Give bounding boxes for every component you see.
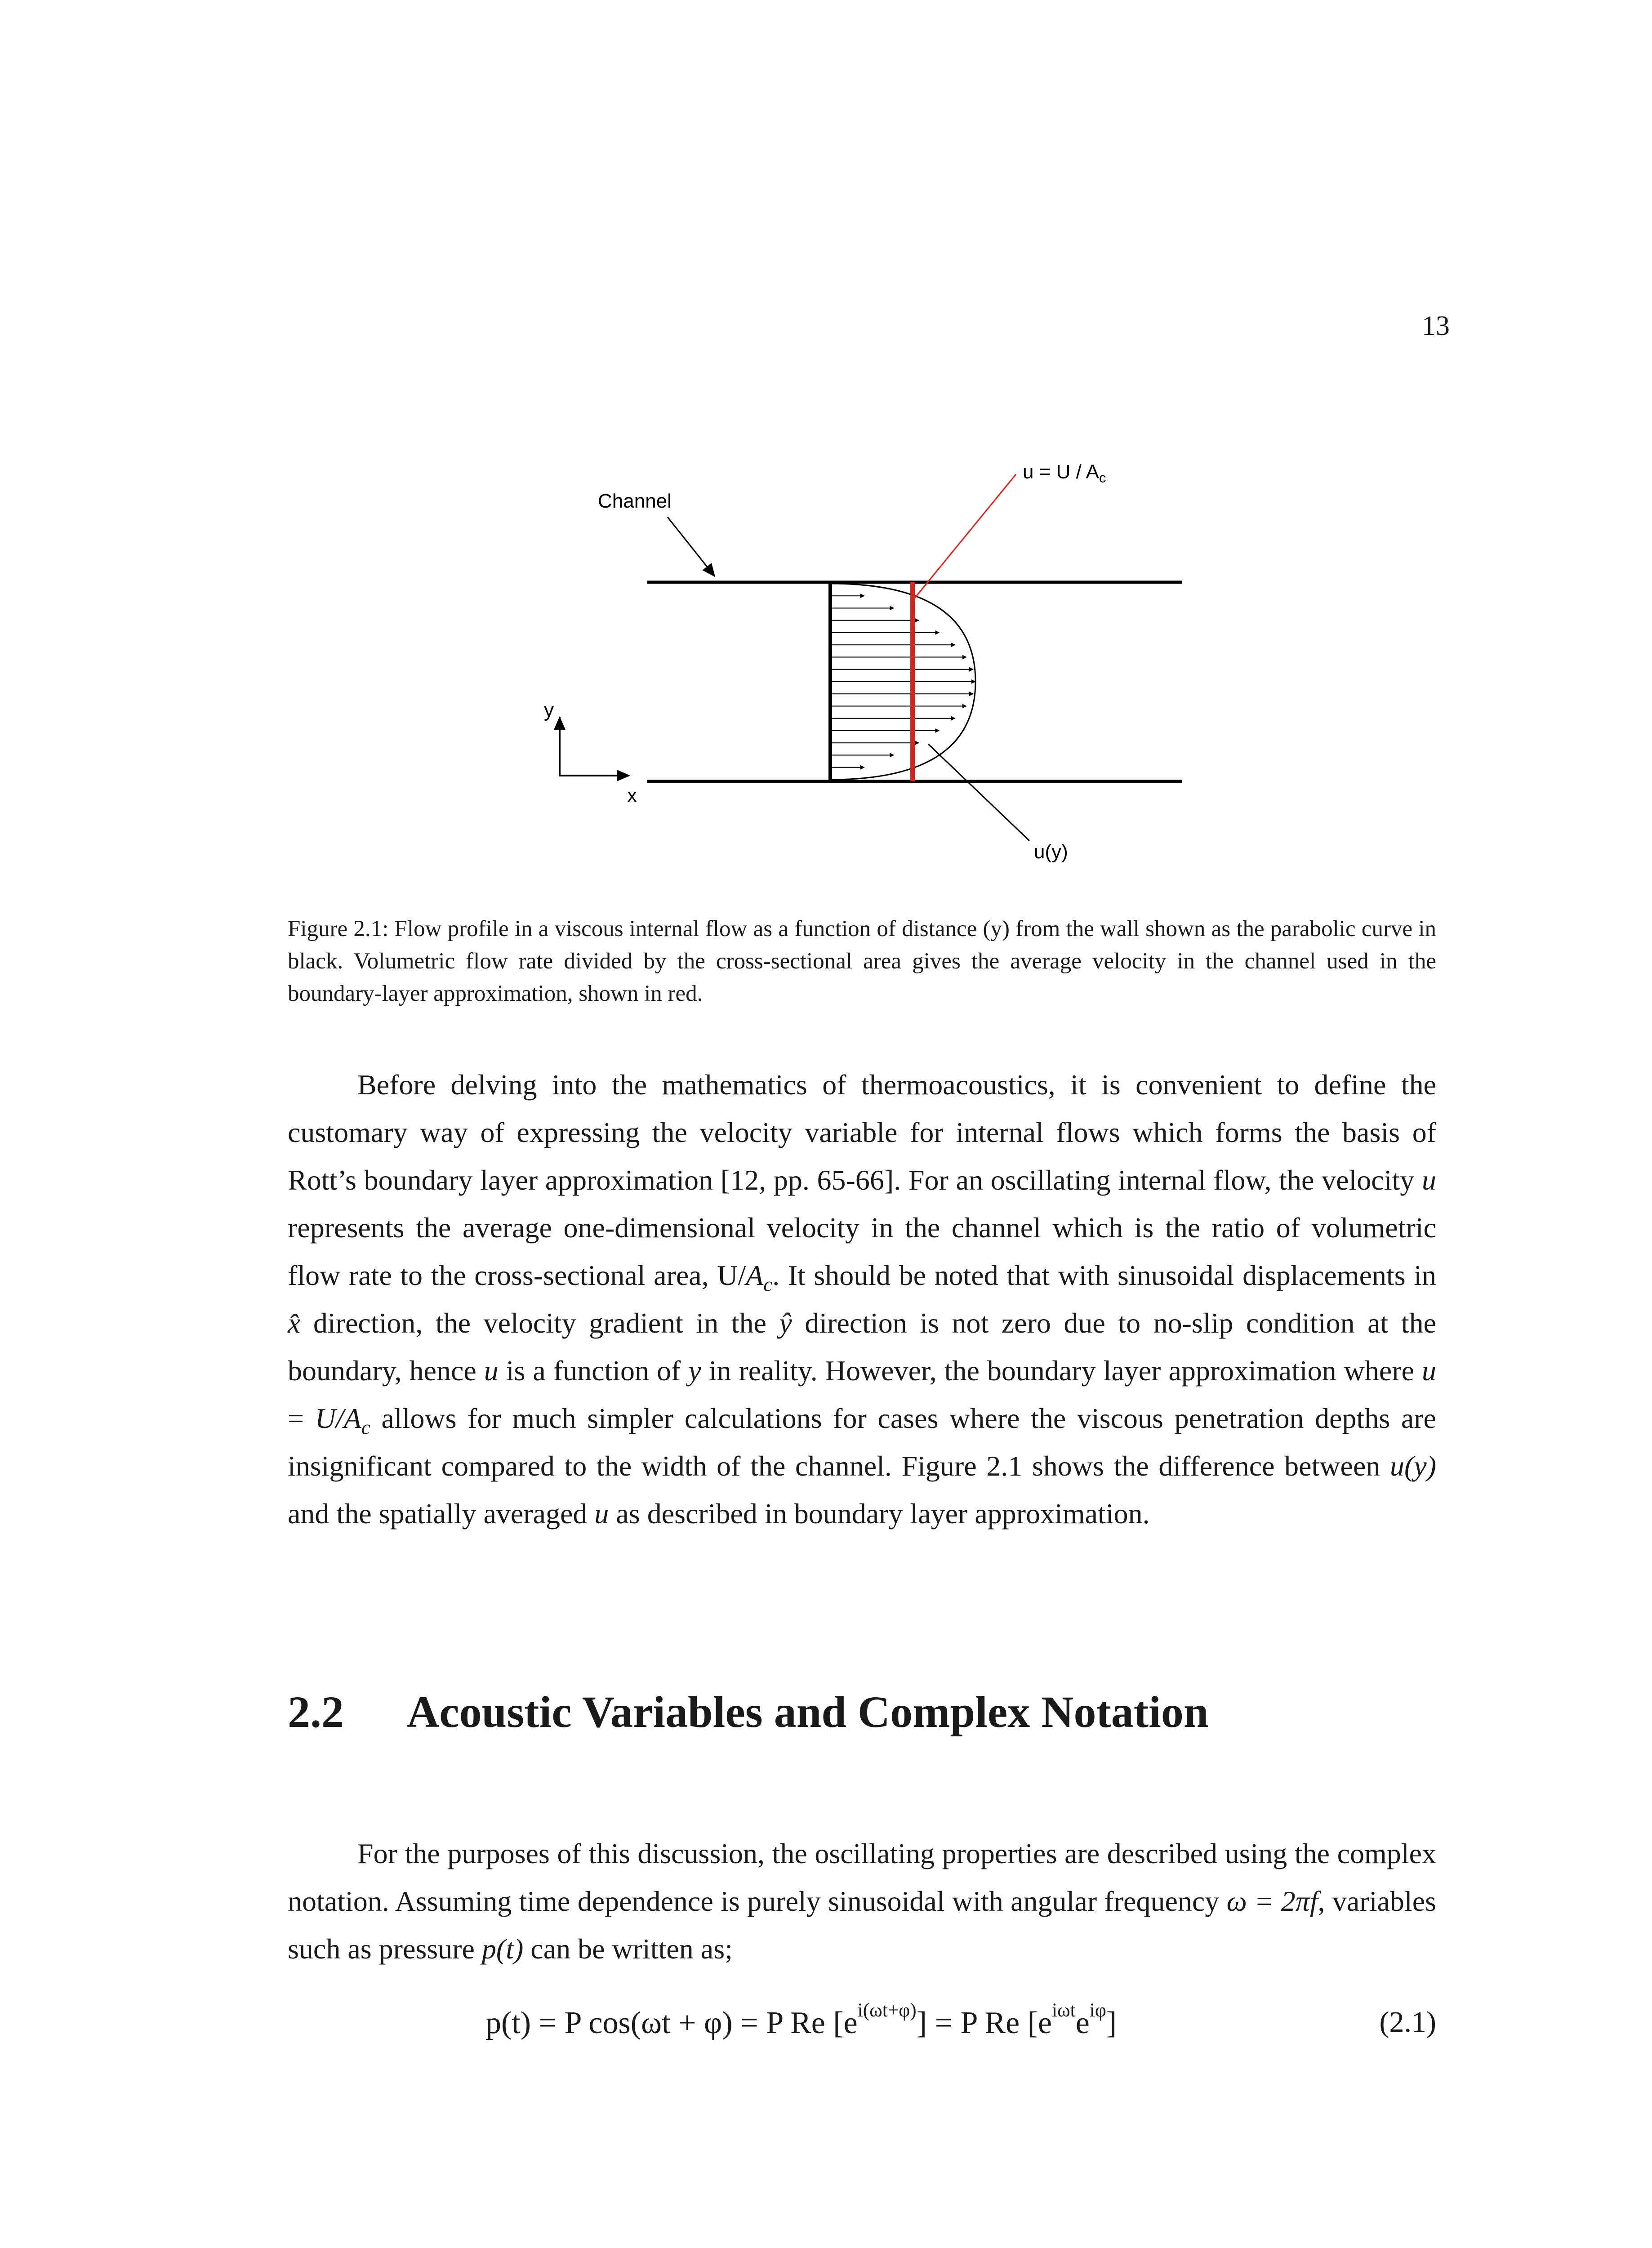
label-profile: u(y) [1034,841,1068,863]
equation-2-1: p(t) = P cos(ωt + φ) = P Re $[e^{i(\omega t+\varphi)}] = P$ Re $[e^{i\omega t}e^{i\varphi}]$ [485,1999,1117,2040]
channel-leader-arrow [668,517,715,576]
page-number: 13 [1422,311,1450,341]
section-title: Acoustic Variables and Complex Notation [407,1687,1209,1737]
label-channel: Channel [598,490,672,512]
paragraph-boundary-layer: Before delving into the mathematics of thermoacoustics, it is convenient to define the customary way of expressing the velocity variable for internal flows which forms the basis of Rott’s boundary layer approximation [12, pp. 65-66]. For an oscillating internal flow, the velocity u represents the average one-dimensional velocity in the channel which is the ratio of volumetric flow rate to the cross-sectional area, $U/A_c$. It should be noted that with sinusoidal displacements in x̂ direction, the velocity gradient in the ŷ direction is not zero due to no-slip condition at the boundary, hence u is a function of y in reality. However, the boundary layer approximation where $u = U/A_c$ allows for much simpler calculations for cases where the viscous penetration depths are insignificant compared to the width of the channel. Figure 2.1 shows the difference between u(y) and the spatially averaged u as described in boundary layer approximation. [288,1069,1437,1530]
profile-leader [928,744,1029,841]
section-number: 2.2 [288,1687,344,1737]
figure-flow-profile [517,445,1236,890]
label-axis-x: x [627,785,637,807]
section-heading [288,1686,1208,1738]
paragraph-complex-notation: For the purposes of this discussion, the oscillating properties are described using the complex notation. Assuming time dependence is purely sinusoidal with angular frequency ω = 2πf, variables such as pressure p(t) can be written as; [288,1838,1437,1965]
equation-number: (2.1) [1379,2006,1436,2038]
label-axis-y: y [544,699,554,721]
velocity-arrows [830,596,975,767]
average-velocity-leader [915,474,1016,598]
figure-caption: Figure 2.1: Flow profile in a viscous internal flow as a function of distance (y) from the wall shown as the parabolic curve in black. Volumetric flow rate divided by the cross-sectional area gives the average velocity in the channel used in the boundary-layer approximation, shown in red. [288,916,1436,1006]
label-average-velocity: $u = U / A_c$ [1023,461,1106,486]
